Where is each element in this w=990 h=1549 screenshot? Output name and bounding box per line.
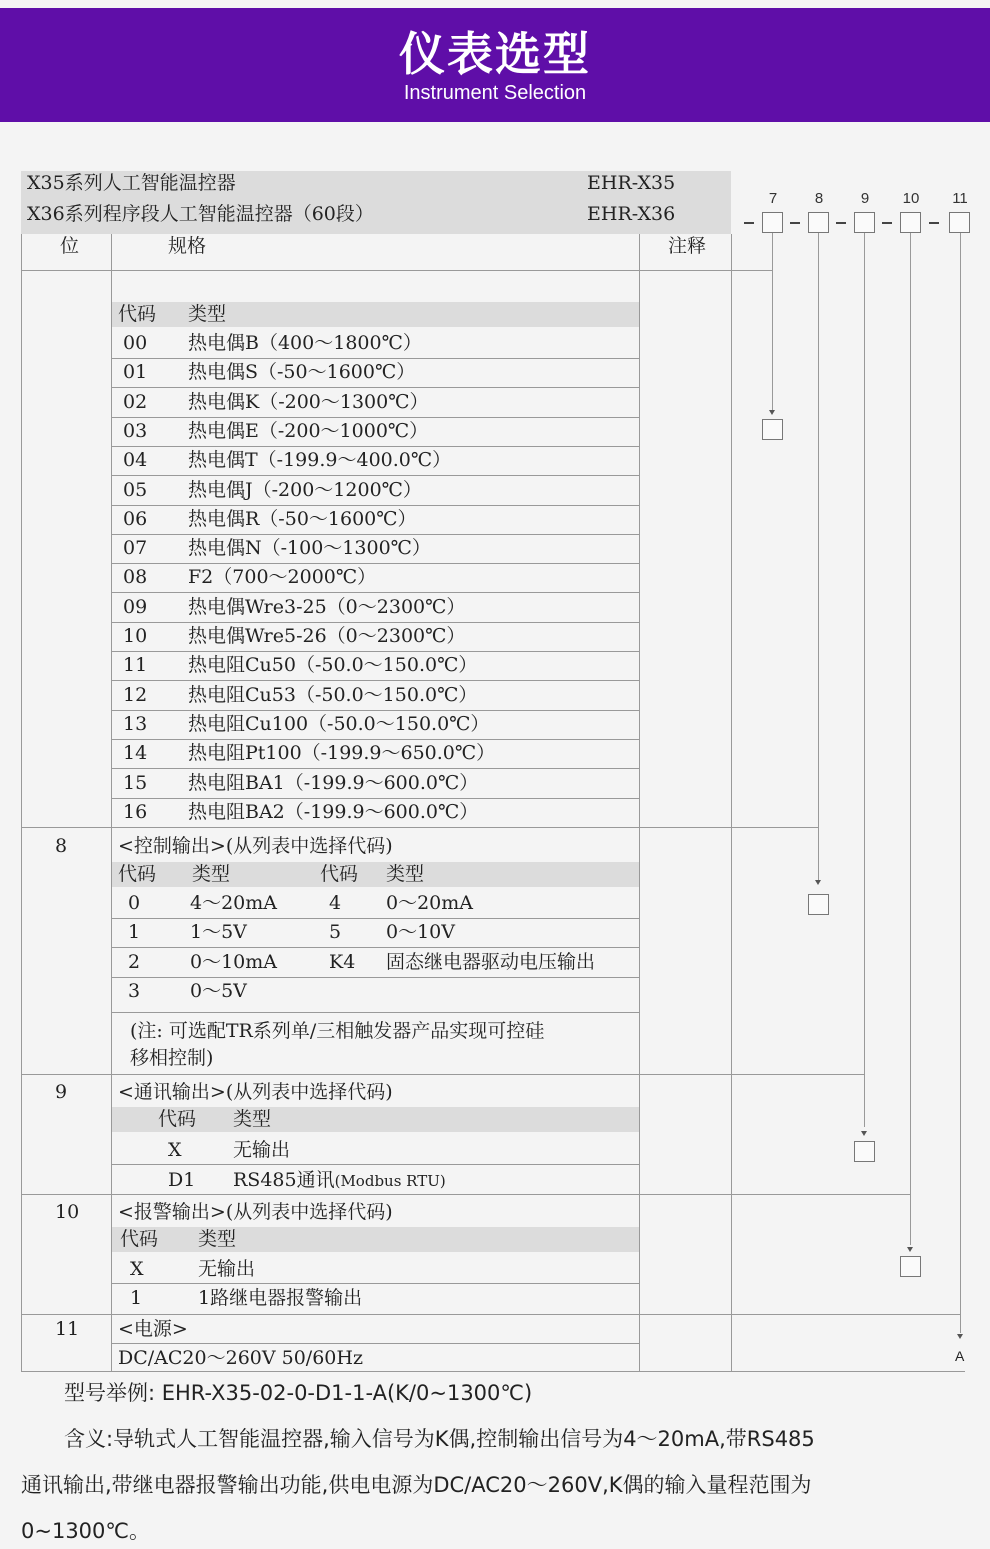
pos-number-7: 7: [768, 190, 778, 207]
section8-row-c1: 0: [128, 892, 141, 914]
section8-note-line1: (注: 可选配TR系列单/三相触发器产品实现可控硅: [130, 1020, 545, 1042]
section10-row-type: 无输出: [198, 1258, 256, 1280]
section7-row-code: 14: [123, 742, 148, 765]
section7-row-type: 热电偶T（-199.9～400.0℃）: [188, 449, 452, 472]
section11-pos: 11: [55, 1318, 80, 1340]
section7-row-code: 07: [123, 537, 148, 560]
section8-head-type2: 类型: [386, 863, 425, 885]
section8-row-c1: 3: [128, 979, 141, 1002]
connector-arrow-10: [907, 1247, 913, 1252]
section8-row-t1: 4～20mA: [190, 892, 278, 914]
table-line: [111, 234, 112, 1372]
section10-head-type: 类型: [198, 1228, 237, 1250]
meaning-line-1: 含义:导轨式人工智能温控器,输入信号为K偶,控制输出信号为4～20mA,带RS485: [64, 1427, 815, 1451]
model-name-x35: X35系列人工智能温控器: [27, 172, 236, 194]
connector-arrow-7: [769, 410, 775, 415]
code-box-7[interactable]: [762, 212, 783, 233]
section7-row-code: 11: [123, 654, 148, 677]
section8-row-c2: 5: [329, 921, 342, 944]
table-line: [639, 234, 640, 1372]
section7-row-type: 热电偶K（-200～1300℃）: [188, 390, 429, 413]
section8-row-c2: K4: [329, 950, 356, 973]
meaning-line-3: 0~1300℃。: [21, 1519, 150, 1543]
section10-row-type: 1路继电器报警输出: [198, 1287, 363, 1309]
section10-title: <报警输出>(从列表中选择代码): [118, 1201, 393, 1223]
section7-row-type: 热电阻Cu50（-50.0～150.0℃）: [188, 654, 478, 677]
section7-row-type: 热电阻BA1（-199.9～600.0℃）: [188, 771, 479, 794]
section7-row-code: 09: [123, 595, 148, 618]
section7-row-code: 08: [123, 566, 148, 589]
table-line: [21, 1194, 911, 1195]
section8-row-t2: 0～20mA: [386, 892, 474, 914]
code-box-9[interactable]: [854, 212, 875, 233]
section8-pos: 8: [55, 835, 68, 857]
table-line: [21, 1074, 865, 1075]
model-code-x36: EHR-X36: [587, 203, 676, 225]
section9-row-type: [233, 1167, 446, 1194]
code-box-10[interactable]: [900, 212, 921, 233]
section10-row-code: 1: [130, 1287, 143, 1309]
section9-head-type: 类型: [233, 1108, 272, 1130]
section7-row-code: 05: [123, 478, 148, 501]
table-line: [112, 1012, 639, 1013]
section7-row-type: 热电阻BA2（-199.9～600.0℃）: [188, 800, 479, 823]
section7-row-type: 热电偶J（-200～1200℃）: [188, 478, 422, 501]
dash-separator: [744, 222, 754, 224]
section7-row-code: 01: [123, 361, 148, 384]
section7-row-code: 10: [123, 625, 148, 647]
section8-row-t1: 0～10mA: [190, 950, 278, 973]
section9-row-type: 无输出: [233, 1139, 291, 1161]
section10-head-bar: [112, 1227, 639, 1252]
power-note: A: [955, 1348, 965, 1364]
section7-row-code: 03: [123, 419, 148, 442]
connector-arrow-11: [957, 1334, 963, 1339]
section10-row-code: X: [130, 1258, 144, 1280]
meaning-line-2: 通讯输出,带继电器报警输出功能,供电电源为DC/AC20～260V,K偶的输入量程范围为: [21, 1473, 812, 1497]
section7-row-type: 热电阻Pt100（-199.9～650.0℃）: [188, 742, 496, 765]
connector-line-11: [960, 233, 961, 1333]
dash-separator: [882, 222, 892, 224]
table-line: [112, 1283, 639, 1284]
code-box-8[interactable]: [808, 212, 829, 233]
section8-title: <控制输出>(从列表中选择代码): [118, 835, 393, 857]
section9-head-code: 代码: [158, 1108, 197, 1130]
section7-row-type: 热电偶B（400～1800℃）: [188, 332, 422, 354]
section9-title: <通讯输出>(从列表中选择代码): [118, 1081, 393, 1103]
section7-row-type: 热电阻Cu53（-50.0～150.0℃）: [188, 683, 478, 706]
section7-row-code: 16: [123, 800, 148, 823]
table-line: [731, 234, 732, 1372]
section8-note-line2: 移相控制): [130, 1047, 214, 1069]
header-note: 注释: [668, 235, 707, 257]
page-title: 仪表选型: [399, 27, 591, 81]
connector-arrow-8: [815, 880, 821, 885]
section9-row-type-main: RS485通讯: [233, 1169, 335, 1191]
section7-row-type: 热电偶S（-50～1600℃）: [188, 361, 416, 384]
table-line: [112, 1164, 639, 1165]
note-box-10: [900, 1256, 921, 1277]
section7-row-type: 热电偶R（-50～1600℃）: [188, 507, 417, 530]
section10-head-code: 代码: [120, 1228, 159, 1250]
section8-head-code2: 代码: [320, 863, 359, 885]
connector-line-10: [910, 233, 911, 1245]
section8-head-code1: 代码: [118, 863, 157, 885]
section7-row-code: 13: [123, 712, 148, 735]
section7-row-type: 热电阻Cu100（-50.0～150.0℃）: [188, 712, 490, 735]
section11-value: DC/AC20～260V 50/60Hz: [118, 1347, 363, 1369]
dash-separator: [836, 222, 846, 224]
table-line: [21, 234, 22, 1372]
table-line: [21, 270, 772, 271]
connector-line-7: [772, 233, 773, 411]
header-spec: 规格: [168, 235, 207, 257]
section7-row-type: 热电偶E（-200～1000℃）: [188, 419, 429, 442]
section8-row-t2: 固态继电器驱动电压输出: [386, 950, 596, 973]
table-line: [21, 827, 819, 828]
section7-row-type: 热电偶N（-100～1300℃）: [188, 537, 431, 560]
note-box-8: [808, 894, 829, 915]
section9-pos: 9: [55, 1081, 68, 1103]
section11-title: <电源>: [118, 1318, 188, 1340]
table-line: [21, 1314, 961, 1315]
header-pos: 位: [60, 235, 80, 257]
section8-row-c1: 1: [128, 921, 141, 944]
pos-number-11: 11: [952, 190, 968, 207]
section8-row-t1: 0～5V: [190, 979, 247, 1002]
pos-number-9: 9: [860, 190, 870, 207]
page-subtitle: Instrument Selection: [403, 82, 587, 104]
section8-head-type1: 类型: [192, 863, 231, 885]
section8-row-c1: 2: [128, 950, 141, 973]
connector-line-9: [864, 233, 865, 1127]
note-box-9: [854, 1141, 875, 1162]
section8-row-t1: 1～5V: [190, 921, 247, 944]
code-box-11[interactable]: [949, 212, 970, 233]
section10-pos: 10: [55, 1201, 80, 1223]
section8-row-t2: 0～10V: [386, 921, 455, 944]
model-name-x36: X36系列程序段人工智能温控器（60段）: [27, 203, 374, 225]
section7-row-code: 15: [123, 771, 148, 794]
section9-row-type-suffix: (Modbus RTU): [334, 1172, 446, 1190]
section7-row-code: 00: [123, 332, 148, 354]
section7-row-type: 热电偶Wre5-26（0～2300℃）: [188, 625, 466, 647]
section9-row-code: D1: [168, 1169, 196, 1191]
section7-row-type: 热电偶Wre3-25（0～2300℃）: [188, 595, 466, 618]
dash-separator: [929, 222, 939, 224]
section9-row-code: X: [168, 1139, 182, 1161]
connector-line-8: [818, 233, 819, 881]
pos-number-10: 10: [902, 190, 920, 207]
connector-arrow-9: [861, 1131, 867, 1136]
dash-separator: [790, 222, 800, 224]
table-line: [112, 1343, 639, 1344]
model-example: 型号举例: EHR-X35-02-0-D1-1-A(K/0~1300℃): [64, 1381, 533, 1405]
section7-head-type: 类型: [188, 303, 227, 325]
section7-head-code: 代码: [118, 303, 157, 325]
section7-row-type: F2（700～2000℃）: [188, 566, 377, 589]
section7-row-code: 12: [123, 683, 148, 706]
section7-row-code: 02: [123, 390, 148, 413]
section7-row-code: 04: [123, 449, 148, 472]
note-box-7: [762, 419, 783, 440]
model-code-x35: EHR-X35: [587, 172, 676, 194]
pos-number-8: 8: [814, 190, 824, 207]
section8-row-c2: 4: [329, 892, 342, 914]
section7-row-code: 06: [123, 507, 148, 530]
